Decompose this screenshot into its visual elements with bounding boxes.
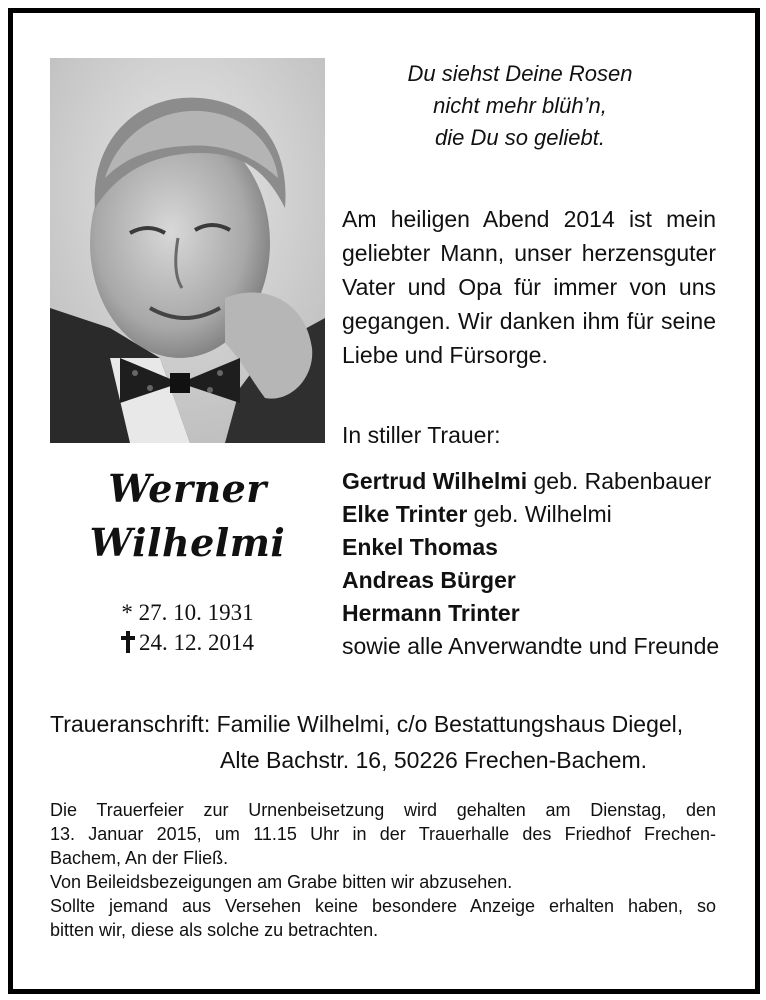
message-line: Am heiligen Abend 2014 ist mein — [342, 206, 716, 232]
ceremony-line: Bachem, An der Fließ. — [50, 848, 229, 868]
mourner-item — [342, 597, 732, 630]
portrait-photo-drawing — [50, 58, 325, 443]
mourner-item — [342, 564, 732, 597]
portrait-photo — [50, 58, 325, 443]
quote-line: die Du so geliebt. — [435, 125, 605, 150]
deceased-name — [60, 462, 315, 570]
quote-line: Du siehst Deine Rosen — [407, 61, 633, 86]
ceremony-notice — [50, 798, 716, 942]
mourning-address — [50, 706, 683, 778]
mourner-item — [342, 531, 732, 564]
mourners-closing: sowie alle Anverwandte und Freunde — [342, 633, 720, 659]
deceased-first-name: Werner — [108, 466, 267, 511]
ceremony-line: 13. Januar 2015, um 11.15 Uhr in der Trauerhalle des Friedhof Frechen- — [50, 824, 716, 844]
obituary-message — [342, 202, 716, 372]
mourner-item — [342, 465, 732, 498]
mourner-name: Elke Trinter — [342, 501, 468, 527]
message-line: gegangen. Wir danken ihm für seine — [342, 308, 716, 334]
mourner-name: Hermann Trinter — [342, 600, 520, 626]
ceremony-line: Die Trauerfeier zur Urnenbeisetzung wird gehalten am Dienstag, den — [50, 800, 716, 820]
ceremony-line: Von Beileidsbezeigungen am Grabe bitten wir abzusehen. — [50, 872, 513, 892]
mourner-name: Andreas Bürger — [342, 567, 516, 593]
ceremony-line: Sollte jemand aus Versehen keine besondere Anzeige erhalten haben, so — [50, 896, 716, 916]
death-date-row — [60, 628, 315, 658]
mourner-suffix: geb. Rabenbauer — [527, 468, 712, 494]
poem-quote — [380, 58, 660, 154]
message-line: Vater und Opa für immer von uns — [342, 274, 716, 300]
address-line: Alte Bachstr. 16, 50226 Frechen-Bachem. — [220, 747, 648, 773]
address-line: Traueranschrift: Familie Wilhelmi, c/o Bestattungshaus Diegel, — [50, 711, 684, 737]
mourner-item — [342, 498, 732, 531]
message-line: geliebter Mann, unser herzensguter — [342, 240, 716, 266]
message-line: Liebe und Fürsorge. — [342, 342, 548, 368]
cross-icon — [121, 631, 135, 653]
birth-date: * 27. 10. 1931 — [121, 600, 254, 625]
mourner-name: Enkel Thomas — [342, 534, 498, 560]
mourners-list — [342, 465, 732, 663]
mourning-label: In stiller Trauer: — [342, 422, 501, 448]
life-dates — [60, 598, 315, 658]
quote-line: nicht mehr blüh’n, — [433, 93, 607, 118]
mourner-suffix: geb. Wilhelmi — [467, 501, 612, 527]
mourner-name: Gertrud Wilhelmi — [342, 468, 528, 494]
deceased-last-name: Wilhelmi — [89, 520, 286, 565]
death-date: 24. 12. 2014 — [139, 630, 254, 655]
ceremony-line: bitten wir, diese als solche zu betrachten. — [50, 920, 379, 940]
